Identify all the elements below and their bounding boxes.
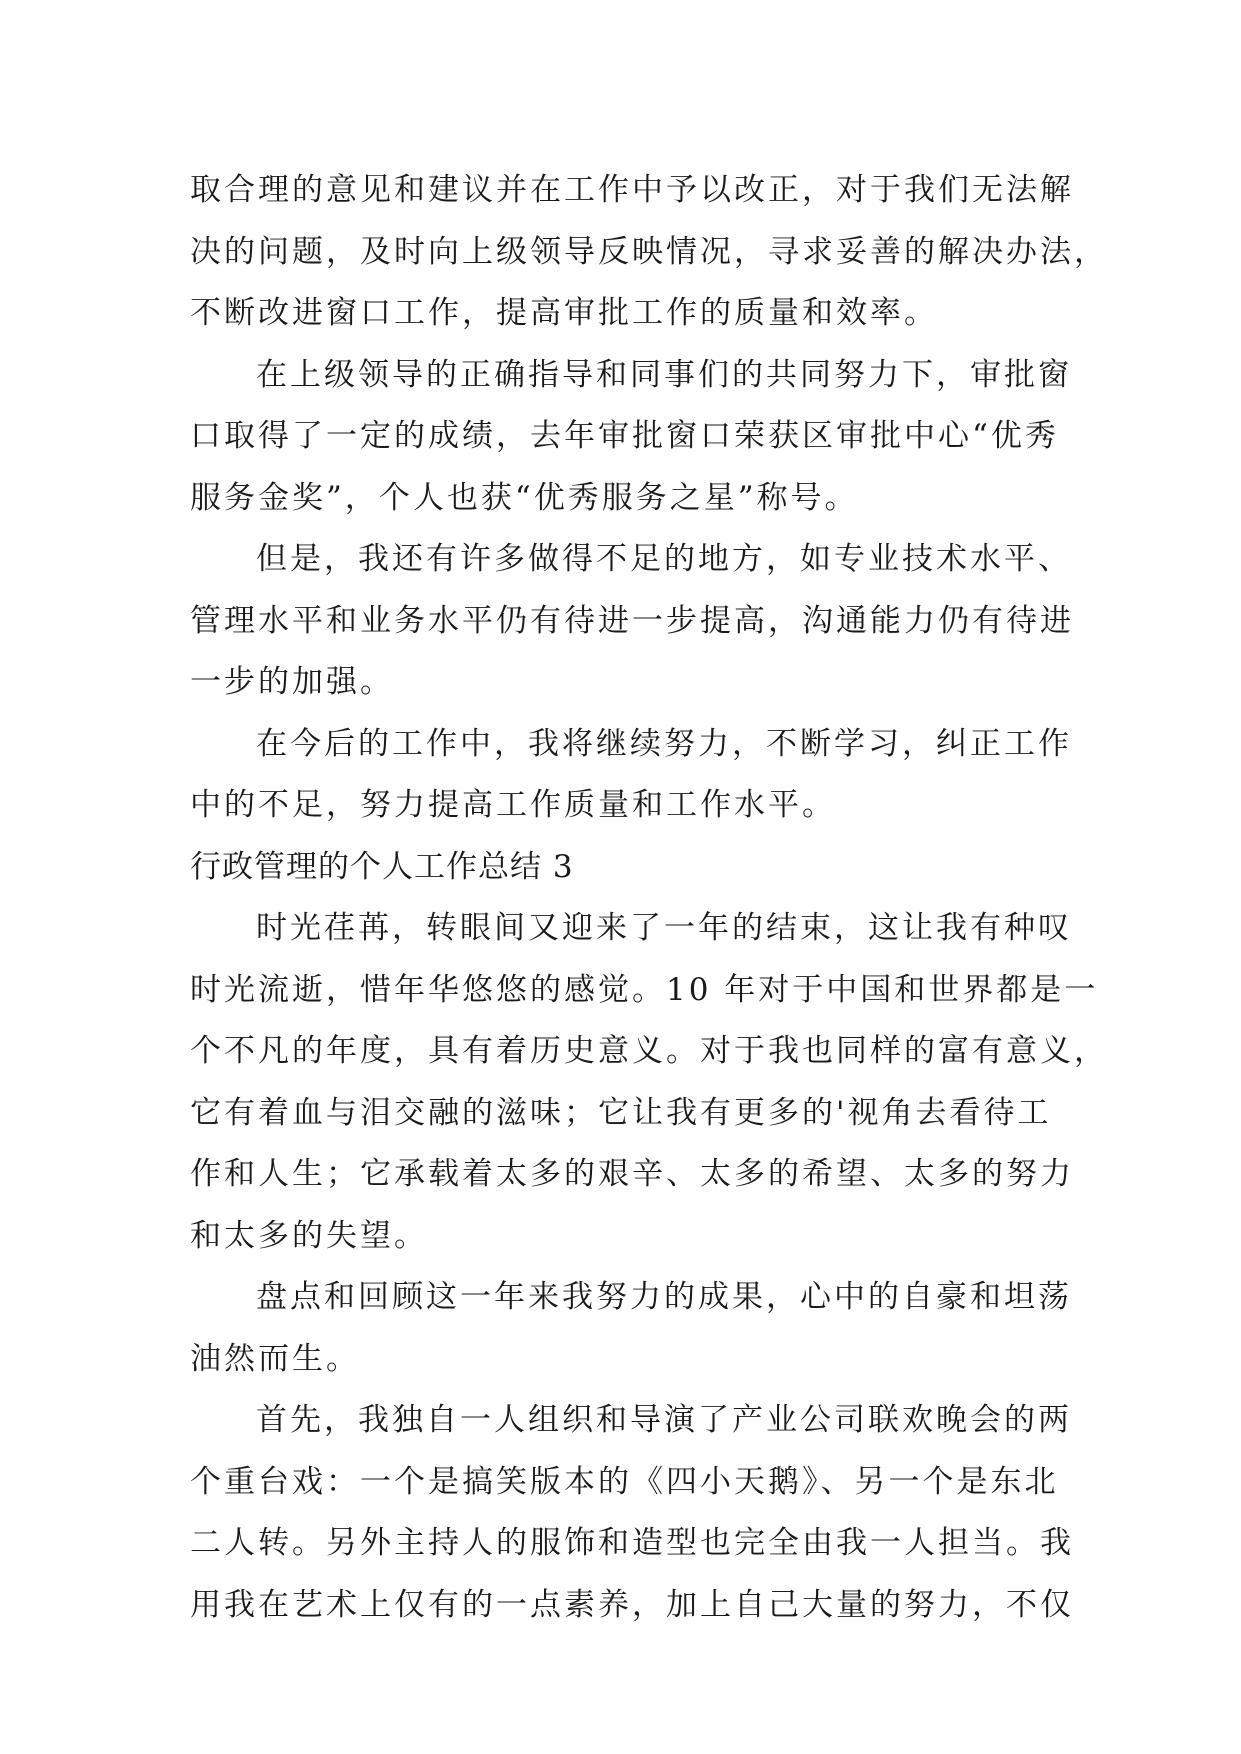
text-line: 作和人生；它承载着太多的艰辛、太多的希望、太多的努力 (190, 1156, 1074, 1192)
text-line: 和太多的失望。 (190, 1217, 428, 1254)
text-line: 它有着血与泪交融的滋味；它让我有更多的'视角去看待工 (190, 1094, 1052, 1131)
text-line: 用我在艺术上仅有的一点素养，加上自己大量的努力，不仅 (190, 1586, 1074, 1623)
section-heading: 行政管理的个人工作总结 3 (190, 848, 574, 885)
text-line: 决的问题，及时向上级领导反映情况，寻求妥善的解决办法， (190, 233, 1108, 270)
paragraph-start: 首先，我独自一人组织和导演了产业公司联欢晚会的两 (256, 1402, 1072, 1438)
text-line: 一步的加强。 (190, 664, 394, 700)
document-body (190, 160, 1108, 1636)
paragraph-start: 在上级领导的正确指导和同事们的共同努力下，审批窗 (256, 356, 1072, 393)
paragraph-start: 在今后的工作中，我将继续努力，不断学习，纠正工作 (256, 725, 1072, 762)
text-line: 中的不足，努力提高工作质量和工作水平。 (190, 787, 836, 823)
paragraph-start: 但是，我还有许多做得不足的地方，如专业技术水平、 (256, 541, 1072, 577)
text-line: 不断改进窗口工作，提高审批工作的质量和效率。 (190, 295, 938, 331)
text-line: 油然而生。 (190, 1340, 360, 1377)
paragraph-start: 盘点和回顾这一年来我努力的成果，心中的自豪和坦荡 (256, 1279, 1072, 1315)
text-line: 管理水平和业务水平仍有待进一步提高，沟通能力仍有待进 (190, 602, 1074, 639)
paragraph-start: 时光荏苒，转眼间又迎来了一年的结束，这让我有种叹 (256, 910, 1072, 946)
text-line: 服务金奖”，个人也获“优秀服务之星”称号。 (190, 479, 859, 516)
text-line: 个重台戏：一个是搞笑版本的《四小天鹅》、另一个是东北 (190, 1463, 1059, 1500)
text-line: 口取得了一定的成绩，去年审批窗口荣获区审批中心“优秀 (190, 418, 1059, 454)
text-line: 取合理的意见和建议并在工作中予以改正，对于我们无法解 (190, 172, 1074, 208)
text-line: 时光流逝，惜年华悠悠的感觉。10 年对于中国和世界都是一 (190, 971, 1099, 1008)
text-line: 二人转。另外主持人的服饰和造型也完全由我一人担当。我 (190, 1525, 1074, 1561)
text-line: 个不凡的年度，具有着历史意义。对于我也同样的富有意义， (190, 1033, 1108, 1069)
